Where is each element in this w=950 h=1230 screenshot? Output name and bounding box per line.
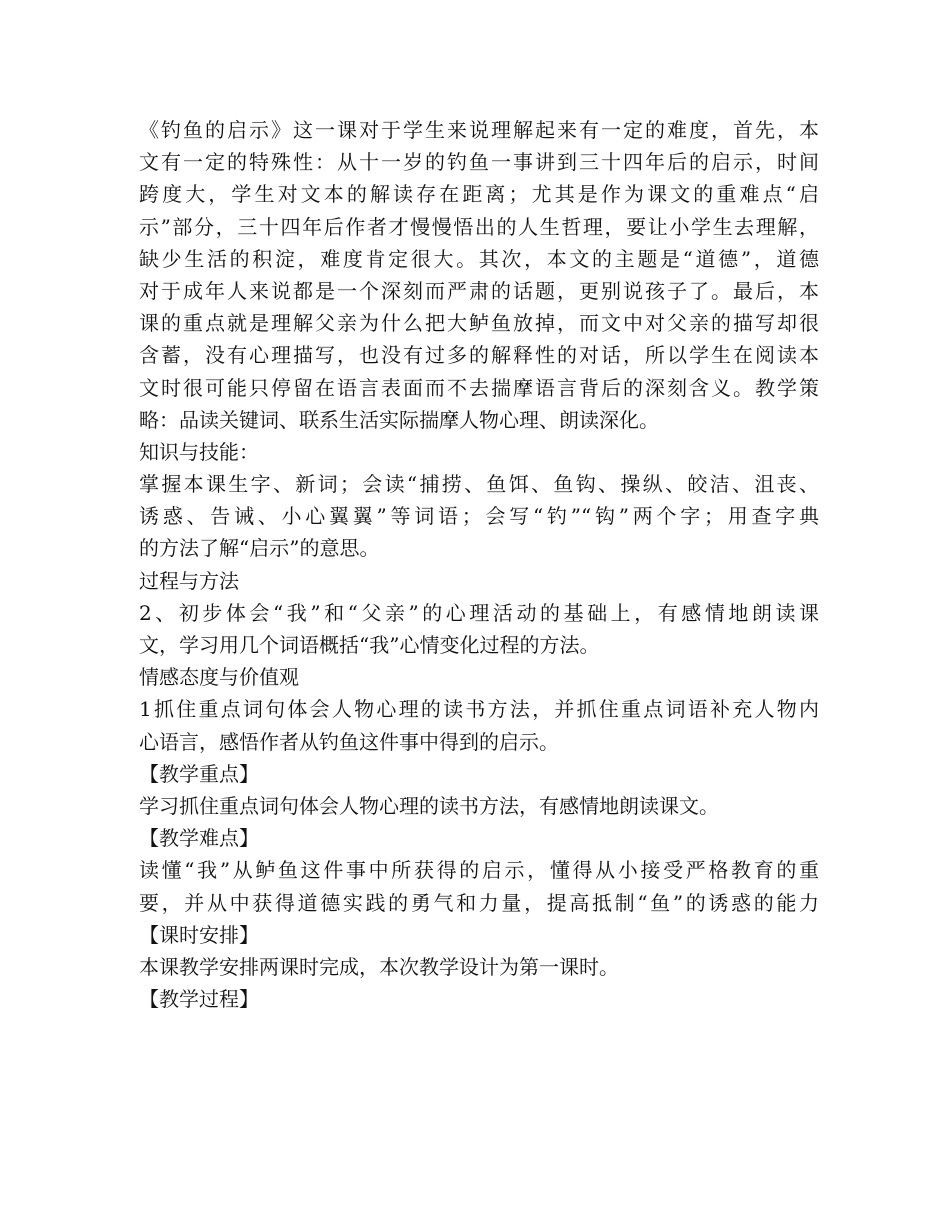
paragraph-line: 文有一定的特殊性：从十一岁的钓鱼一事讲到三十四年后的启示，时间 <box>139 150 819 175</box>
section-heading: 情感态度与价值观 <box>139 665 299 690</box>
paragraph-line: 要，并从中获得道德实践的勇气和力量，提高抵制“鱼”的诱惑的能力 <box>139 890 819 915</box>
section-heading: 【教学难点】 <box>139 826 259 851</box>
paragraph-line: 略：品读关键词、联系生活实际揣摩人物心理、朗读深化。 <box>139 407 659 432</box>
paragraph-line: 2、初步体会“我”和“父亲”的心理活动的基础上，有感情地朗读课 <box>139 600 819 625</box>
paragraph-line: 文，学习用几个词语概括“我”心情变化过程的方法。 <box>139 633 600 657</box>
section-heading: 知识与技能： <box>139 439 259 464</box>
paragraph-line: 文时很可能只停留在语言表面而不去揣摩语言背后的深刻含义。教学策 <box>139 375 819 400</box>
paragraph-line: 本课教学安排两课时完成，本次教学设计为第一课时。 <box>139 954 619 979</box>
document-body <box>139 114 819 1015</box>
paragraph-line: 的方法了解“启示”的意思。 <box>139 536 380 561</box>
paragraph-line: 含蓄，没有心理描写，也没有过多的解释性的对话，所以学生在阅读本 <box>139 343 819 368</box>
paragraph-line: 跨度大，学生对文本的解读存在距离；尤其是作为课文的重难点“启 <box>139 182 819 207</box>
paragraph-line: 缺少生活的积淀，难度肯定很大。其次，本文的主题是“道德”，道德 <box>139 246 819 271</box>
section-heading: 【教学重点】 <box>139 761 259 786</box>
paragraph-line: 诱惑、告诫、小心翼翼”等词语；会写“钓”“钩”两个字；用查字典 <box>139 504 819 529</box>
paragraph-line: 学习抓住重点词句体会人物心理的读书方法，有感情地朗读课文。 <box>139 793 719 818</box>
paragraph-line: 课的重点就是理解父亲为什么把大鲈鱼放掉，而文中对父亲的描写却很 <box>139 311 819 336</box>
section-heading: 【教学过程】 <box>139 987 259 1012</box>
paragraph-line: 心语言，感悟作者从钓鱼这件事中得到的启示。 <box>139 729 559 754</box>
paragraph-line: 掌握本课生字、新词；会读“捕捞、鱼饵、鱼钩、操纵、皎洁、沮丧、 <box>139 472 819 497</box>
paragraph-line: 1抓住重点词句体会人物心理的读书方法，并抓住重点词语补充人物内 <box>139 697 819 722</box>
section-heading: 过程与方法 <box>139 568 239 593</box>
paragraph-line: 读懂“我”从鲈鱼这件事中所获得的启示，懂得从小接受严格教育的重 <box>139 858 819 883</box>
paragraph-line: 示”部分，三十四年后作者才慢慢悟出的人生哲理，要让小学生去理解， <box>139 214 819 239</box>
paragraph-line: 对于成年人来说都是一个深刻而严肃的话题，更别说孩子了。最后，本 <box>139 278 819 303</box>
section-heading: 【课时安排】 <box>139 922 259 947</box>
paragraph-line: 《钓鱼的启示》这一课对于学生来说理解起来有一定的难度，首先，本 <box>139 118 819 142</box>
